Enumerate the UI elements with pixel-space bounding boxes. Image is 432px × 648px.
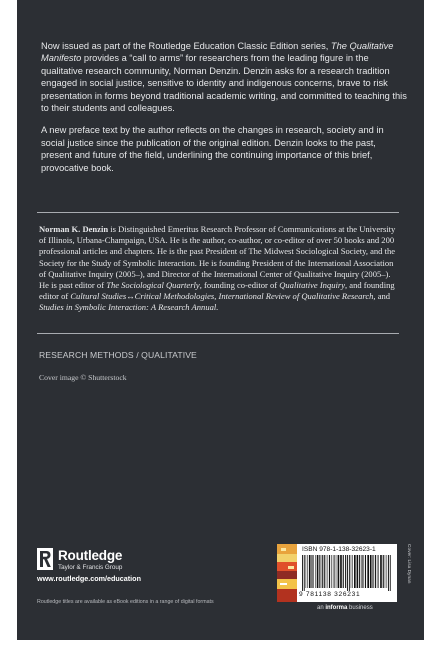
book-title: The Qualitative Manifesto (41, 41, 394, 64)
divider-top (37, 212, 399, 213)
cover-image-credit: Cover image © Shutterstock (39, 373, 127, 382)
isbn-barcode-block (277, 544, 397, 602)
ebook-note: Routledge titles are available as eBook editions in a range of digital formats (37, 599, 214, 605)
author-bio: Norman K. Denzin is Distinguished Emeritus Research Professor of Communications at the University of Illinois, Urbana-Champaign, USA. He is the author, co-author, or co-editor of over 50 books and 200 professional articles and chapters. He is the past President of The Midwest Sociological Society, and the Society for the Study of Symbolic Interaction. He is founding President of the International Association of Qualitative Inquiry (2005–), and Director of the International Center of Qualitative Inquiry (2005–). He is past editor of The Sociological Quarterly, founding co-editor of Qualitative Inquiry, and founding editor of Cultural Studies↔Critical Methodologies, International Review of Qualitative Research, and Studies in Symbolic Interaction: A Research Annual. (39, 224, 396, 313)
divider-bottom (37, 333, 399, 334)
subject-category: RESEARCH METHODS / QUALITATIVE (39, 350, 197, 360)
back-cover (17, 0, 424, 640)
blurb-paragraph-1: Now issued as part of the Routledge Education Classic Edition series, The Qualitative Manifesto provides a “call to arms” for researchers from the leading figure in the qualitative research community, Norman Denzin. Denzin asks for a research tradition engaged in social justice, sensitive to identity and indigenous concerns, brave to risk presentation in forms beyond traditional academic writing, and committed to teaching this to their students and colleagues. (41, 41, 407, 114)
publisher-logo (37, 548, 237, 584)
blurb-paragraph-2: A new preface text by the author reflects on the changes in research, society and in social justice since the publication of the original edition. Denzin looks to the past, present and future of the field, underlining the continuing importance of this brief, provocative book. (41, 125, 384, 173)
publisher-subtitle: Taylor & Francis Group (58, 564, 123, 571)
isbn-label: ISBN 978-1-138-32623-1 (302, 546, 376, 553)
informa-brand: informa (325, 605, 348, 611)
informa-tagline: an informa business (317, 605, 373, 611)
author-name: Norman K. Denzin (39, 224, 109, 234)
barcode-icon (301, 555, 393, 591)
publisher-url[interactable]: www.routledge.com/education (37, 574, 141, 583)
routledge-logo-icon (37, 548, 53, 570)
blurb (41, 40, 407, 184)
publisher-name: Routledge (58, 548, 123, 563)
barcode-digits: 9 781138 326231 (299, 591, 361, 598)
cover-artwork-strip (277, 544, 297, 602)
cover-design-credit: Cover: Lisa Dynan (406, 544, 411, 584)
